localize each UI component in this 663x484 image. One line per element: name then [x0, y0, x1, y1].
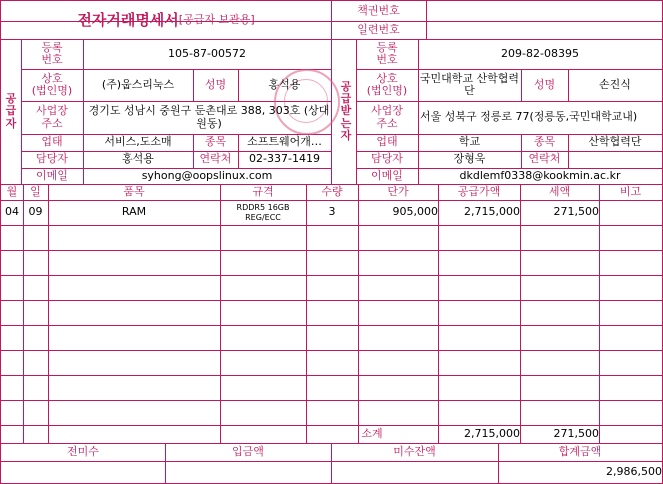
received-label: 입금액 [232, 444, 264, 458]
grid-line [1, 275, 662, 276]
cell-spec [220, 200, 306, 225]
column-header-7: 세액 [548, 184, 571, 198]
supplier-email: syhong@oopslinux.com [141, 168, 273, 182]
column-header-8: 비고 [619, 184, 642, 198]
receiver-manager: 장형욱 [453, 152, 486, 166]
supplier-business: 서비스,도소매 [104, 135, 172, 149]
grid-line [1, 375, 662, 376]
supplier-manager: 홍석용 [122, 152, 154, 166]
supplier-contact-label: 연락처 [199, 152, 232, 166]
supplier-company-label-line: (법인명) [31, 84, 73, 97]
total-label: 합계금액 [558, 444, 602, 458]
receiver-side-label [336, 39, 356, 184]
supplier-side-label-char: 자 [5, 116, 17, 130]
prev-unpaid-label: 전미수 [67, 444, 99, 458]
column-header-5: 단가 [387, 184, 409, 198]
supplier-email-label: 이메일 [36, 168, 68, 182]
copy-type-label: [공급자 보관용] [178, 12, 255, 26]
receiver-ceo-label: 성명 [533, 77, 556, 91]
grid-line [1, 250, 662, 251]
receiver-address-label-line: 주소 [376, 116, 398, 130]
supplier-reg-no-label-line: 번호 [41, 53, 63, 66]
receiver-side-label-char: 급 [340, 92, 352, 106]
supplier-item-label: 종목 [204, 135, 227, 149]
receiver-item: 산학협력단 [588, 135, 642, 149]
supplier-item: 소프트웨어개… [247, 135, 322, 149]
receiver-contact-label: 연락처 [528, 152, 561, 166]
receiver-manager-label: 담당자 [371, 152, 403, 166]
supplier-ceo-label: 성명 [204, 77, 227, 91]
receiver-side-label-char: 자 [340, 128, 352, 142]
supplier-reg-no-label [21, 39, 83, 69]
receiver-company-label-line: (법인명) [366, 84, 408, 97]
column-header-6: 공급가액 [457, 184, 501, 198]
cell-day: 09 [28, 205, 43, 219]
grid-line [1, 325, 662, 326]
title-text: 전자거래명세서 [77, 10, 179, 29]
receiver-email-label: 이메일 [371, 168, 403, 182]
supplier-contact: 02-337-1419 [249, 152, 320, 166]
subtotal-label: 소계 [361, 426, 383, 440]
supplier-side-label-char: 급 [5, 104, 17, 118]
receiver-address-label [356, 101, 418, 134]
cell-supply: 2,715,000 [464, 205, 520, 219]
serial-no-label: 일련번호 [357, 22, 400, 36]
grid-line [1, 225, 662, 226]
receiver-company-label [356, 69, 418, 101]
receiver-business: 학교 [458, 135, 481, 149]
receiver-side-label-char: 공 [340, 80, 352, 94]
cell-price: 905,000 [392, 205, 438, 219]
book-no-label: 책권번호 [357, 3, 400, 17]
receiver-reg-no-label-line: 등록 [376, 40, 398, 54]
receiver-address-label-line: 사업장 [371, 104, 403, 118]
cell-note [599, 200, 662, 225]
supplier-manager-label: 담당자 [36, 152, 68, 166]
receiver-address: 서울 성북구 정릉로 77(정릉동,국민대학교내) [420, 110, 638, 124]
supplier-business-label: 업태 [41, 135, 63, 149]
supplier-company: (주)웁스리눅스 [101, 77, 175, 91]
subtotal-tax: 271,500 [553, 426, 599, 440]
supplier-side-label [1, 39, 21, 184]
column-header-0: 월 [6, 184, 18, 198]
column-header-2: 품목 [123, 184, 145, 198]
receiver-reg-no-label [356, 39, 418, 69]
supplier-address-label [21, 101, 83, 134]
supplier-company-label-line: 상호 [41, 71, 63, 85]
receiver-side-label-char: 는 [340, 116, 352, 130]
receiver-business-label: 업태 [376, 135, 398, 149]
cell-qty: 3 [328, 205, 336, 219]
receiver-item-label: 종목 [533, 135, 556, 149]
column-header-4: 수량 [321, 184, 343, 198]
cell-item: RAM [121, 205, 147, 219]
column-header-1: 일 [30, 184, 41, 198]
receiver-company-label-line: 상호 [376, 71, 398, 85]
supplier-side-label-char: 공 [5, 92, 17, 106]
receiver-ceo: 손진식 [599, 77, 631, 91]
receiver-company: 국민대학교 산학협력단 [419, 71, 520, 97]
grid-line [1, 300, 662, 301]
receiver-contact [568, 151, 662, 168]
receiver-email: dkdlemf0338@kookmin.ac.kr [459, 168, 621, 182]
cell-month: 04 [5, 205, 19, 219]
grid-line [1, 400, 662, 401]
subtotal-supply: 2,715,000 [464, 426, 520, 440]
supplier-reg-no-label-line: 등록 [41, 40, 63, 54]
cell-spec-line: RDDR5 16GB [236, 203, 290, 213]
receiver-side-label-char: 받 [340, 104, 352, 118]
document-title [1, 1, 331, 39]
total-amount: 2,986,500 [606, 464, 662, 478]
column-header-3: 규격 [252, 184, 274, 198]
supplier-address-label-line: 사업장 [36, 104, 68, 118]
supplier-address-label-line: 주소 [41, 116, 63, 130]
receiver-reg-no-label-line: 번호 [376, 53, 398, 66]
grid-line [1, 350, 662, 351]
cell-tax: 271,500 [553, 205, 599, 219]
grid-line [426, 1, 427, 39]
supplier-ceo: 홍석용 [268, 77, 301, 91]
cell-spec-line: REG/ECC [245, 212, 281, 222]
receiver-reg-no: 209-82-08395 [501, 46, 579, 60]
supplier-reg-no: 105-87-00572 [168, 46, 246, 60]
supplier-address: 경기도 성남시 중원구 둔촌대로 388, 303호 (상대원동) [88, 104, 330, 130]
supplier-company-label [21, 69, 83, 101]
unpaid-label: 미수잔액 [393, 444, 436, 458]
